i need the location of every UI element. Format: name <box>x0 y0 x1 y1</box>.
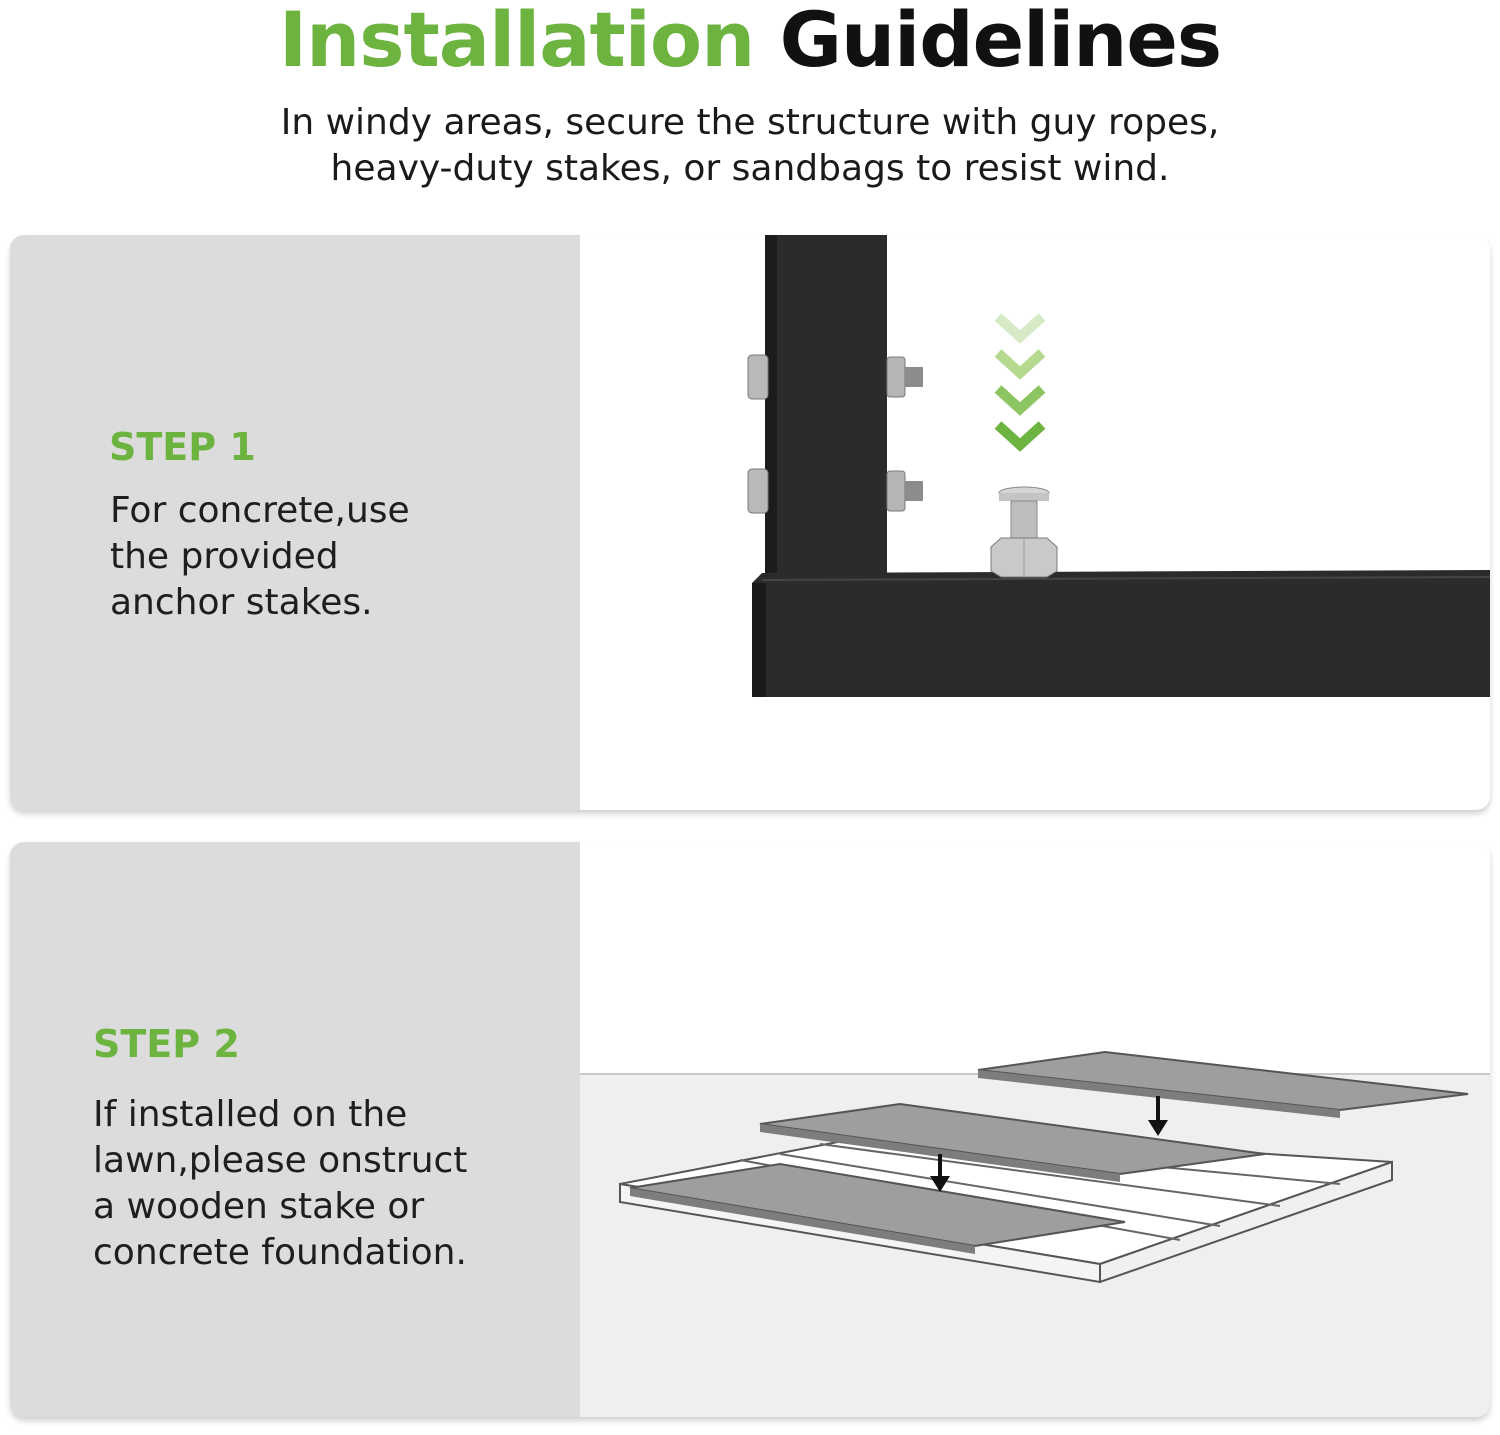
step-2-line: If installed on the <box>93 1094 408 1135</box>
foundation-illustration <box>580 842 1490 1417</box>
step-1-line: the provided <box>110 536 339 577</box>
step-1-line: For concrete,use <box>110 490 410 531</box>
step-2-line: concrete foundation. <box>93 1232 467 1273</box>
step-2-line: lawn,please onstruct <box>93 1140 468 1181</box>
chevron-down-icon <box>998 317 1042 445</box>
anchor-stake-illustration <box>580 235 1490 810</box>
base-bar <box>752 570 1490 697</box>
step-1-description <box>110 488 410 626</box>
step-2-line: a wooden stake or <box>93 1186 425 1227</box>
vertical-post <box>765 235 887 580</box>
step-2-label: STEP 2 <box>93 1022 240 1066</box>
step-1-line: anchor stakes. <box>110 582 373 623</box>
step-2-text-panel <box>10 842 580 1417</box>
step-2-card <box>10 842 1490 1417</box>
title-main: Guidelines <box>779 0 1222 84</box>
step-1-card <box>10 235 1490 810</box>
page-subtitle <box>0 100 1500 192</box>
step-1-text-panel <box>10 235 580 810</box>
subtitle-line: heavy-duty stakes, or sandbags to resist wind. <box>330 148 1170 189</box>
anchor-stake-icon <box>991 487 1057 577</box>
subtitle-line: In windy areas, secure the structure with guy ropes, <box>280 102 1220 143</box>
title-highlight: Installation <box>278 0 755 84</box>
page-title <box>0 0 1500 84</box>
step-1-label: STEP 1 <box>109 425 256 469</box>
step-2-description <box>93 1092 467 1276</box>
